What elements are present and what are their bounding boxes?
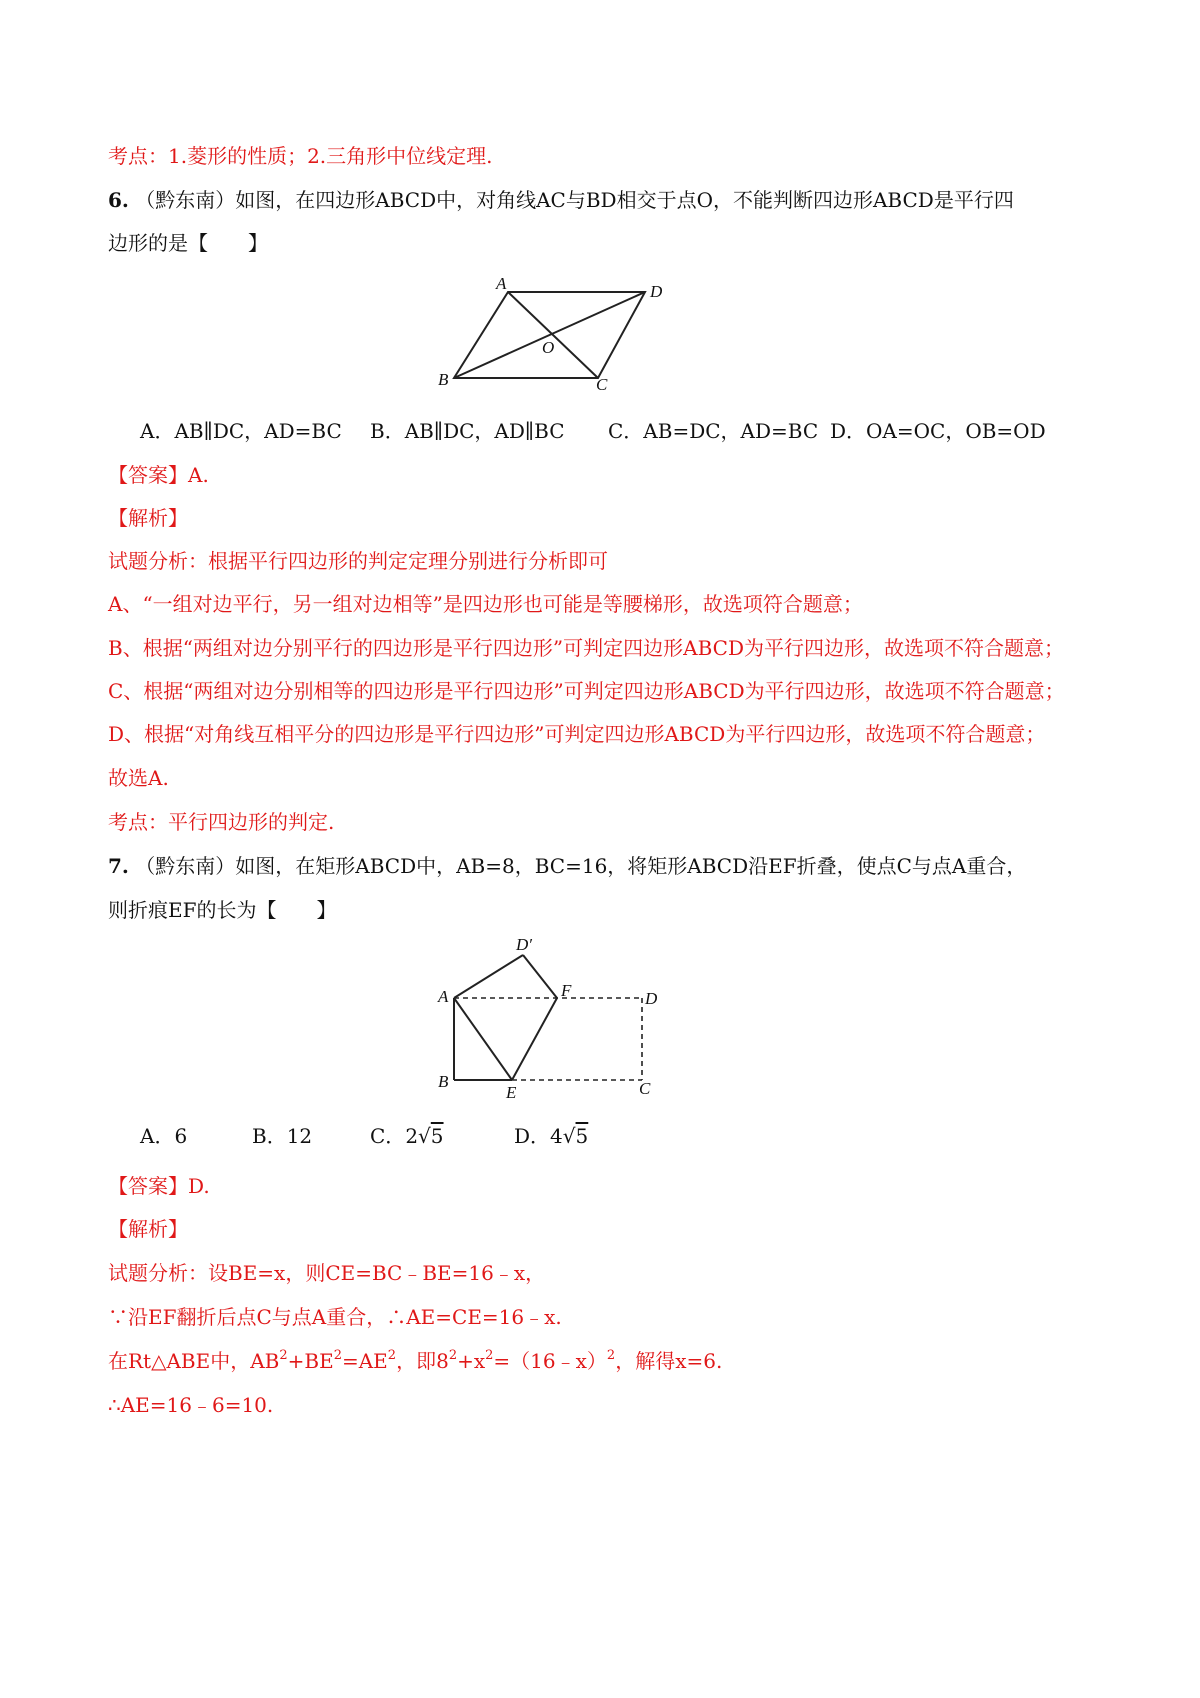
q7-analysis-equation-line	[108, 1347, 722, 1375]
q7-label-a: A	[438, 987, 449, 1006]
q7-label-d-prime: D′	[516, 935, 532, 954]
q7-eq-sup: 2	[606, 1348, 616, 1364]
q7-option-a-value: 6	[174, 1124, 188, 1148]
q7-option-b-value: 12	[286, 1124, 313, 1148]
q6-analysis-line: D、根据“对角线互相平分的四边形是平行四边形”可判定四边形ABCD为平行四边形，故选项不符合题意；	[108, 722, 1046, 746]
q7-eq-sup: 2	[387, 1348, 397, 1364]
sqrt-icon: √	[562, 1124, 576, 1148]
q6-kaodian: 考点：平行四边形的判定.	[108, 810, 335, 834]
q5-kaodian: 考点：1.菱形的性质；2.三角形中位线定理.	[108, 144, 493, 168]
q6-label-b: B	[438, 370, 449, 389]
q6-option-a[interactable]: A．AB∥DC，AD=BC	[140, 419, 342, 443]
q7-eq-sup: 2	[279, 1348, 288, 1364]
q6-analysis-title: 【解析】	[108, 506, 188, 530]
q6-option-b[interactable]: B．AB∥DC，AD∥BC	[370, 419, 565, 443]
q7-analysis-line: ∴AE=16﹣6=10.	[108, 1393, 274, 1417]
q6-number: 6.	[108, 188, 129, 212]
q7-analysis-title: 【解析】	[108, 1217, 188, 1241]
q7-folded-rectangle-figure	[432, 930, 682, 1105]
q7-option-b[interactable]	[252, 1122, 312, 1150]
q7-eq-part: ，解得x=6.	[615, 1349, 723, 1373]
q7-analysis-line: ∵沿EF翻折后点C与点A重合，∴AE=CE=16﹣x.	[108, 1305, 562, 1329]
q7-label-f: F	[561, 981, 572, 1000]
q7-option-d[interactable]	[514, 1122, 588, 1150]
q7-option-c[interactable]	[370, 1122, 444, 1150]
q6-stem-line1	[108, 186, 1014, 214]
q7-label-d: D	[645, 989, 658, 1008]
q7-option-c-radicand: 5	[430, 1124, 444, 1148]
q7-stem-text: （黔东南）如图，在矩形ABCD中，AB=8，BC=16，将矩形ABCD沿EF折叠，使点C与点A重合，	[135, 854, 1027, 878]
q7-option-b-letter: B．	[252, 1124, 287, 1148]
q7-option-c-letter: C．	[370, 1124, 406, 1148]
q7-eq-part: =AE	[341, 1349, 388, 1373]
q7-option-d-radicand: 5	[575, 1124, 589, 1148]
q7-option-d-coef: 4	[550, 1124, 563, 1148]
q7-eq-sup: 2	[485, 1348, 494, 1364]
q7-number: 7.	[108, 854, 129, 878]
q7-option-a[interactable]	[140, 1122, 187, 1150]
q6-analysis-line: A、“一组对边平行，另一组对边相等”是四边形也可能是等腰梯形，故选项符合题意；	[108, 592, 863, 616]
q7-answer: 【答案】D.	[108, 1174, 210, 1198]
q7-eq-part: =（16﹣x）	[493, 1349, 607, 1373]
q6-label-a: A	[496, 275, 507, 293]
q7-stem-line1	[108, 852, 1026, 880]
q6-stem-line2: 边形的是【 】	[108, 231, 268, 255]
q7-option-c-coef: 2	[405, 1124, 419, 1148]
q6-label-o: O	[542, 338, 555, 357]
sqrt-icon: √	[418, 1124, 431, 1148]
q7-stem-line2: 则折痕EF的长为【 】	[108, 898, 337, 922]
q7-eq-part: 在Rt△ABE中，AB	[108, 1349, 280, 1373]
q7-eq-part: ，即8	[396, 1349, 449, 1373]
q6-parallelogram-figure	[430, 275, 680, 395]
q6-option-d[interactable]: D．OA=OC，OB=OD	[830, 419, 1046, 443]
q6-option-c[interactable]: C．AB=DC，AD=BC	[608, 419, 819, 443]
q7-label-c: C	[639, 1079, 651, 1098]
q6-label-c: C	[596, 375, 608, 394]
q7-eq-part: +x	[457, 1349, 486, 1373]
q6-analysis-line: 故选A.	[108, 766, 169, 790]
q7-option-d-letter: D．	[514, 1124, 551, 1148]
q7-eq-sup: 2	[448, 1348, 458, 1364]
q7-label-e: E	[506, 1083, 517, 1102]
q7-analysis-line: 试题分析：设BE=x，则CE=BC﹣BE=16﹣x，	[108, 1261, 546, 1285]
q6-label-d: D	[650, 282, 663, 301]
q6-stem-text: （黔东南）如图，在四边形ABCD中，对角线AC与BD相交于点O，不能判断四边形ABCD是平行四	[135, 188, 1014, 212]
q6-analysis-line: C、根据“两组对边分别相等的四边形是平行四边形”可判定四边形ABCD为平行四边形，故选项不符合题意；	[108, 679, 1065, 703]
q6-analysis-line: 试题分析：根据平行四边形的判定定理分别进行分析即可	[108, 549, 608, 573]
q7-label-b: B	[438, 1072, 449, 1091]
q7-eq-sup: 2	[333, 1348, 342, 1364]
q7-eq-part: +BE	[287, 1349, 334, 1373]
q6-answer: 【答案】A.	[108, 463, 209, 487]
q6-analysis-line: B、根据“两组对边分别平行的四边形是平行四边形”可判定四边形ABCD为平行四边形，故选项不符合题意；	[108, 636, 1064, 660]
q7-option-a-letter: A．	[140, 1124, 175, 1148]
